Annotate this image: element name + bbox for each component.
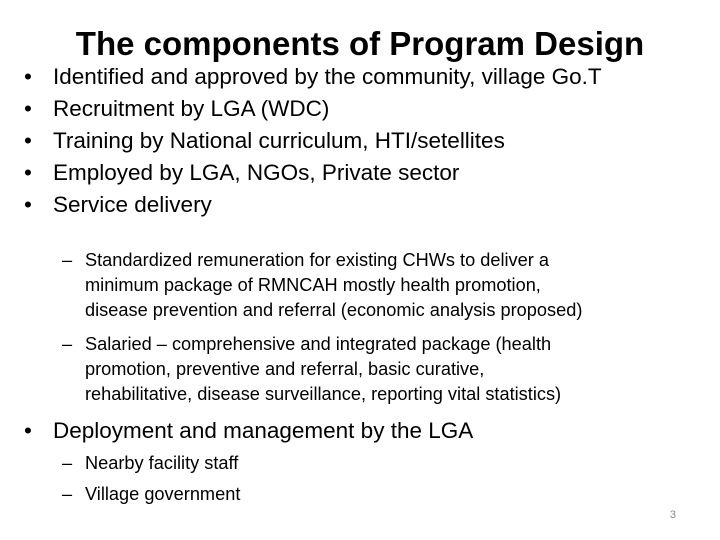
sub-bullet-text: Salaried – comprehensive and integrated package (health bbox=[85, 334, 552, 354]
sub-bullet-continuation: promotion, preventive and referral, basic curative, bbox=[85, 359, 485, 379]
dash-marker: – bbox=[62, 453, 73, 473]
dash-marker: – bbox=[62, 484, 73, 504]
sub-bullet-continuation: minimum package of RMNCAH mostly health promotion, bbox=[85, 275, 541, 295]
bullet-text: Training by National curriculum, HTI/setellites bbox=[53, 128, 505, 153]
bullet-item bbox=[24, 158, 459, 188]
bullet-text: Recruitment by LGA (WDC) bbox=[53, 96, 330, 121]
sub-bullet-text: Standardized remuneration for existing CHWs to deliver a bbox=[85, 250, 549, 270]
dash-marker: – bbox=[62, 334, 73, 354]
page-number: 3 bbox=[669, 509, 676, 521]
bullet-marker: • bbox=[24, 192, 32, 217]
sub-bullet-continuation: disease prevention and referral (economic analysis proposed) bbox=[85, 300, 583, 320]
sub-bullet-continuation: rehabilitative, disease surveillance, reporting vital statistics) bbox=[85, 384, 562, 404]
bullet-item bbox=[24, 416, 473, 446]
sub-bullet-item bbox=[62, 451, 238, 475]
bullet-marker: • bbox=[24, 160, 32, 185]
bullet-item bbox=[24, 94, 329, 124]
slide-title: The components of Program Design bbox=[75, 25, 645, 62]
bullet-item bbox=[24, 62, 602, 92]
bullet-item bbox=[24, 126, 505, 156]
bullet-item bbox=[24, 190, 212, 220]
sub-bullet-item bbox=[62, 332, 551, 356]
sub-bullet-text: Village government bbox=[85, 484, 241, 504]
bullet-text: Identified and approved by the community, village Go.T bbox=[53, 64, 602, 89]
bullet-text: Employed by LGA, NGOs, Private sector bbox=[53, 160, 460, 185]
bullet-marker: • bbox=[24, 128, 32, 153]
sub-bullet-item bbox=[62, 482, 240, 506]
bullet-text: Deployment and management by the LGA bbox=[53, 418, 474, 443]
bullet-text: Service delivery bbox=[53, 192, 212, 217]
sub-bullet-text: Nearby facility staff bbox=[85, 453, 239, 473]
bullet-marker: • bbox=[24, 96, 32, 121]
bullet-marker: • bbox=[24, 64, 32, 89]
bullet-marker: • bbox=[24, 418, 32, 443]
sub-bullet-item bbox=[62, 248, 549, 272]
dash-marker: – bbox=[62, 250, 73, 270]
